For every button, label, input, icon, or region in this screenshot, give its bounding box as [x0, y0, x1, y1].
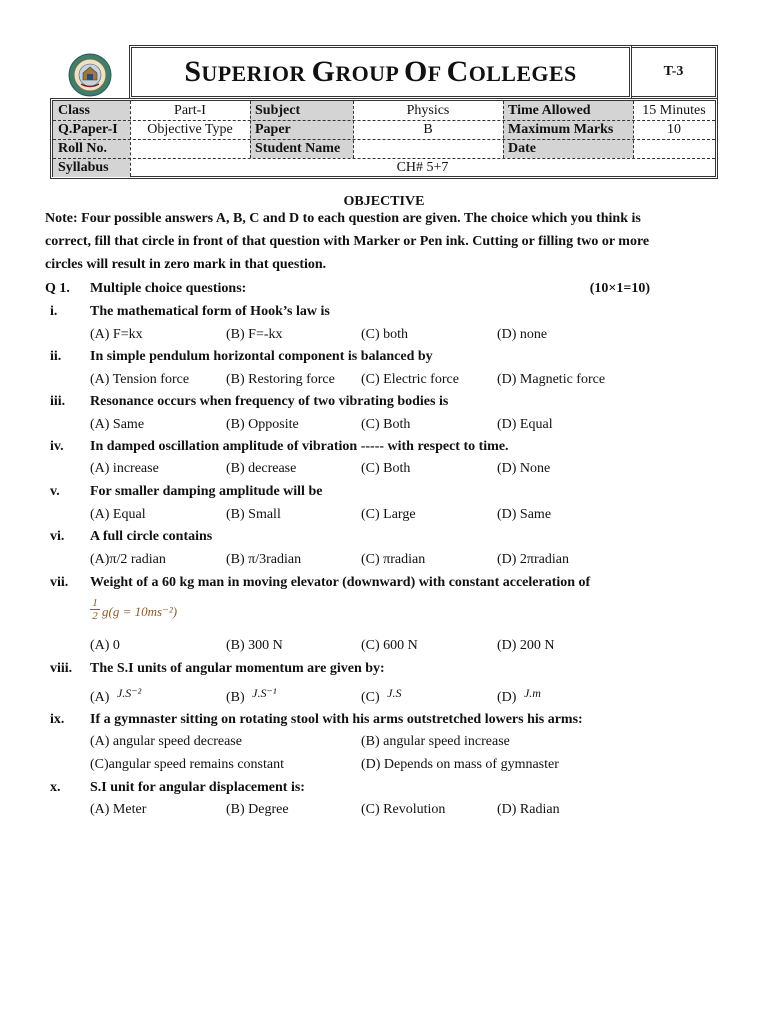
option-math: J.S: [387, 686, 402, 700]
option-a: (A) F=kx: [90, 327, 143, 342]
option-math: J.m: [523, 686, 541, 700]
option-c: (C)angular speed remains constant: [90, 757, 284, 772]
option-c: (C) Revolution: [361, 802, 446, 817]
question-text: In simple pendulum horizontal component is balanced by: [90, 349, 433, 364]
class-value: Part-I: [174, 103, 206, 118]
syllabus-label: Syllabus: [53, 158, 130, 177]
question-number: vii.: [50, 575, 69, 590]
option-c: (C) both: [361, 327, 409, 342]
option-b: (B) decrease: [226, 461, 297, 476]
roll-no-field: [130, 139, 250, 158]
question-1-title: Multiple choice questions:: [90, 281, 247, 296]
question-1-marks: (10×1=10): [589, 281, 650, 296]
option-a: (A) Equal: [90, 507, 146, 522]
option-c: (C) πradian: [361, 552, 426, 567]
option-d: (D) None: [497, 461, 551, 476]
table-divider: [53, 139, 715, 140]
option-a: (A) Same: [90, 417, 145, 432]
question-text: If a gymnaster sitting on rotating stool with his arms outstretched lowers his arms:: [90, 712, 583, 727]
question-1-number: Q 1.: [45, 281, 70, 296]
option-d: (D) 200 N: [497, 638, 555, 653]
option-b: (B) Restoring force: [226, 372, 335, 387]
option-d: (D) Same: [497, 507, 552, 522]
option-c: (C) Both: [361, 461, 411, 476]
subject-value: Physics: [406, 103, 450, 118]
option-a: (A) Tension force: [90, 372, 190, 387]
option-label: (A): [90, 690, 110, 705]
table-divider: [53, 158, 715, 159]
question-number: ix.: [50, 712, 65, 727]
question-number: ii.: [50, 349, 62, 364]
table-divider: [633, 101, 634, 158]
option-math: J.S⁻²: [116, 686, 142, 700]
section-heading: OBJECTIVE: [343, 194, 425, 209]
fraction-numerator: 1: [92, 597, 98, 609]
option-c: (C) Electric force: [361, 372, 459, 387]
question-text: Weight of a 60 kg man in moving elevator (downward) with constant acceleration of: [90, 575, 591, 590]
option-b: (B) Opposite: [226, 417, 299, 432]
paper-type-value: Objective Type: [147, 122, 233, 137]
option-a: (A) increase: [90, 461, 159, 476]
table-divider: [53, 120, 715, 121]
option-label: (B): [226, 690, 245, 705]
table-divider: [250, 101, 251, 158]
question-number: vi.: [50, 529, 65, 544]
time-allowed-value: 15 Minutes: [642, 103, 706, 118]
question-number: x.: [50, 780, 61, 795]
question-text: Resonance occurs when frequency of two vibrating bodies is: [90, 394, 449, 409]
table-divider: [130, 101, 131, 176]
question-number: viii.: [50, 661, 73, 676]
option-b: (B) F=-kx: [226, 327, 283, 342]
option-label: (C): [361, 690, 380, 705]
option-a: (A) angular speed decrease: [90, 734, 242, 749]
question-text: The mathematical form of Hook’s law is: [90, 304, 330, 319]
question-number: i.: [50, 304, 58, 319]
formula-body: g(g = 10ms⁻²): [102, 604, 178, 619]
syllabus-value: CH# 5+7: [396, 160, 449, 175]
option-a: (A) 0: [90, 638, 120, 653]
paper-value: B: [423, 122, 433, 137]
subject-label: Subject: [250, 101, 353, 120]
option-a: [90, 686, 141, 709]
date-label: Date: [503, 139, 633, 158]
student-name-label: Student Name: [250, 139, 353, 158]
maximum-marks-value: 10: [667, 122, 681, 137]
question-text: S.I unit for angular displacement is:: [90, 780, 305, 795]
option-c: (C) Both: [361, 417, 411, 432]
class-label: Class: [53, 101, 130, 120]
option-d: [497, 686, 541, 709]
student-name-field: [353, 139, 503, 158]
date-field: [633, 139, 715, 158]
college-seal-icon: [68, 53, 112, 97]
roll-no-label: Roll No.: [53, 139, 130, 158]
option-b: (B) 300 N: [226, 638, 283, 653]
option-d: (D) 2πradian: [497, 552, 569, 567]
paper-code-box: [632, 45, 718, 99]
question-text: A full circle contains: [90, 529, 213, 544]
option-b: (B) angular speed increase: [361, 734, 510, 749]
paper-type-label: Q.Paper-I: [53, 120, 130, 139]
table-divider: [503, 101, 504, 158]
option-d: (D) Depends on mass of gymnaster: [361, 757, 559, 772]
option-d: (D) Radian: [497, 802, 560, 817]
table-divider: [353, 101, 354, 158]
option-d: (D) none: [497, 327, 548, 342]
time-allowed-label: Time Allowed: [503, 101, 633, 120]
option-d: (D) Magnetic force: [497, 372, 606, 387]
question-text: The S.I units of angular momentum are given by:: [90, 661, 385, 676]
fraction-one-half: [90, 597, 100, 622]
option-d: (D) Equal: [497, 417, 553, 432]
option-b: (B) Degree: [226, 802, 289, 817]
question-text: In damped oscillation amplitude of vibration ----- with respect to time.: [90, 439, 509, 454]
option-c: (C) 600 N: [361, 638, 418, 653]
option-a: (A) Meter: [90, 802, 147, 817]
paper-info-table: [50, 98, 718, 179]
maximum-marks-label: Maximum Marks: [503, 120, 633, 139]
college-title: SUPERIOR GROUP OF COLLEGES: [184, 55, 577, 88]
instructions-note: Note: Four possible answers A, B, C and D to each question are given. The choice which you think is correct, fill that circle in front of that question with Marker or Pen ink. Cutting or filling two or more circles will result in zero mark in that question.: [45, 211, 650, 272]
option-c: (C) Large: [361, 507, 416, 522]
option-a: (A)π/2 radian: [90, 552, 166, 567]
question-text: For smaller damping amplitude will be: [90, 484, 323, 499]
option-b: [226, 686, 276, 709]
option-math: J.S⁻¹: [252, 686, 277, 700]
option-label: (D): [497, 690, 517, 705]
paper-code: T-3: [663, 64, 684, 79]
question-number: v.: [50, 484, 60, 499]
fraction-denominator: 2: [92, 610, 98, 622]
option-c: [361, 686, 402, 709]
question-number: iii.: [50, 394, 66, 409]
college-title-box: [129, 45, 632, 99]
option-b: (B) Small: [226, 507, 281, 522]
question-1-header: [45, 277, 650, 300]
option-b: (B) π/3radian: [226, 552, 302, 567]
paper-label: Paper: [250, 120, 353, 139]
question-number: iv.: [50, 439, 64, 454]
